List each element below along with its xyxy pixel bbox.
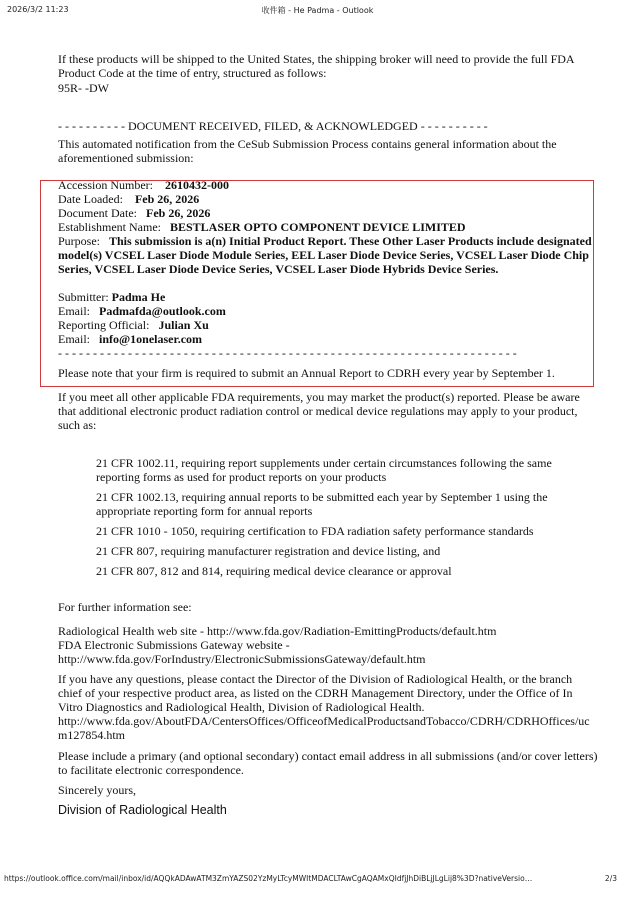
- cfr-item: 21 CFR 1002.13, requiring annual reports to be submitted each year by September 1 using the appropriate reporting form for annual reports: [96, 490, 548, 518]
- shipping-paragraph: If these products will be shipped to the United States, the shipping broker will need to provide the full FDA Product Code at the time of entry, structured as follows:: [58, 52, 574, 80]
- accession-row: [58, 178, 598, 192]
- document-received-header: - - - - - - - - - - DOCUMENT RECEIVED, FILED, & ACKNOWLEDGED - - - - - - - - - -: [58, 119, 488, 133]
- submitter-email-value: Padmafda@outlook.com: [99, 304, 226, 318]
- purpose-row: [58, 234, 598, 276]
- rad-health-link[interactable]: Radiological Health web site - http://www.fda.gov/Radiation-EmittingProducts/default.htm: [58, 624, 497, 638]
- print-datetime: 2026/3/2 11:23: [7, 5, 69, 14]
- submitter-email-label: Email:: [58, 304, 90, 318]
- document-date-label: Document Date:: [58, 206, 137, 220]
- cfr-item: 21 CFR 807, 812 and 814, requiring medical device clearance or approval: [96, 564, 452, 578]
- submission-details: [58, 178, 598, 360]
- signature: Division of Radiological Health: [58, 803, 227, 817]
- document-date-value: Feb 26, 2026: [145, 206, 211, 220]
- gateway-label: FDA Electronic Submissions Gateway website -: [58, 638, 290, 652]
- cfr-list: [96, 456, 598, 578]
- requirements-intro: If you meet all other applicable FDA requirements, you may market the product(s) reported. Please be aware that additional electronic product radiation control or medical device regulations may apply to your product, such as:: [58, 390, 580, 432]
- cfr-item: 21 CFR 807, requiring manufacturer registration and device listing, and: [96, 544, 441, 558]
- questions-paragraph: If you have any questions, please contact the Director of the Division of Radiological Health, or the branch chief of your respective product area, as listed on the CDRH Management Directory, under the Office of In Vitro Diagnostics and Radiological Health, Division of Radiological Health.: [58, 672, 573, 714]
- establishment-value: BESTLASER OPTO COMPONENT DEVICE LIMITED: [169, 220, 466, 234]
- reporting-official-value: Julian Xu: [158, 318, 209, 332]
- gateway-link[interactable]: http://www.fda.gov/ForIndustry/ElectronicSubmissionsGateway/default.htm: [58, 652, 426, 666]
- submitter-label: Submitter:: [58, 290, 109, 304]
- cdrh-offices-link[interactable]: http://www.fda.gov/AboutFDA/CentersOffices/OfficeofMedicalProductsandTobacco/CDRH/CDRHOffices/ucm127854.htm: [58, 714, 590, 742]
- establishment-label: Establishment Name:: [58, 220, 161, 234]
- official-email-row: [58, 332, 598, 346]
- purpose-label: Purpose:: [58, 234, 100, 248]
- product-code: 95R- -DW: [58, 81, 109, 95]
- submitter-value: Padma He: [111, 290, 166, 304]
- establishment-row: [58, 220, 598, 234]
- reporting-official-row: [58, 318, 598, 332]
- page-url: https://outlook.office.com/mail/inbox/id/AQQkADAwATM3ZmYAZS02YzMyLTcyMWItMDACLTAwCgAQAMxQIdfjJhDiBLjJLgLij8%3D?nativeVersio…: [4, 874, 533, 883]
- cfr-item: 21 CFR 1002.11, requiring report supplements under certain circumstances following the same reporting forms as used for product reports on your products: [96, 456, 552, 484]
- document-date-row: [58, 206, 598, 220]
- cfr-item: 21 CFR 1010 - 1050, requiring certification to FDA radiation safety performance standards: [96, 524, 534, 538]
- annual-report-note: Please note that your firm is required to submit an Annual Report to CDRH every year by September 1.: [58, 366, 555, 380]
- official-email-value: info@1onelaser.com: [99, 332, 203, 346]
- contact-note: Please include a primary (and optional secondary) contact email address in all submissions (and/or cover letters) to facilitate electronic correspondence.: [58, 749, 598, 777]
- dashes-divider: - - - - - - - - - - - - - - - - - - - - - - - - - - - - - - - - - - - - - - - - - - - - - - - - - - - - - - - - - - - - - - - - - -: [58, 346, 517, 360]
- date-loaded-label: Date Loaded:: [58, 192, 123, 206]
- purpose-value: This submission is a(n) Initial Product Report. These Other Laser Products include designated model(s) VCSEL Laser Diode Module Series, EEL Laser Diode Device Series, VCSEL Laser Diode Chip Series, VCSEL Laser Diode Device Series, VCSEL Laser Diode Hybrids Device Series.: [58, 234, 592, 276]
- date-loaded-row: [58, 192, 598, 206]
- email-body: [58, 52, 598, 817]
- accession-value: 2610432-000: [164, 178, 229, 192]
- window-title: 收件箱 - He Padma - Outlook: [261, 6, 374, 15]
- accession-label: Accession Number:: [58, 178, 153, 192]
- submitter-email-row: [58, 304, 598, 318]
- further-info-heading: For further information see:: [58, 600, 192, 614]
- page-number: 2/3: [604, 874, 617, 883]
- reporting-official-label: Reporting Official:: [58, 318, 150, 332]
- official-email-label: Email:: [58, 332, 90, 346]
- notification-paragraph: This automated notification from the CeSub Submission Process contains general information about the aforementioned submission:: [58, 137, 557, 165]
- submitter-row: [58, 290, 598, 304]
- date-loaded-value: Feb 26, 2026: [134, 192, 200, 206]
- closing: Sincerely yours,: [58, 783, 136, 797]
